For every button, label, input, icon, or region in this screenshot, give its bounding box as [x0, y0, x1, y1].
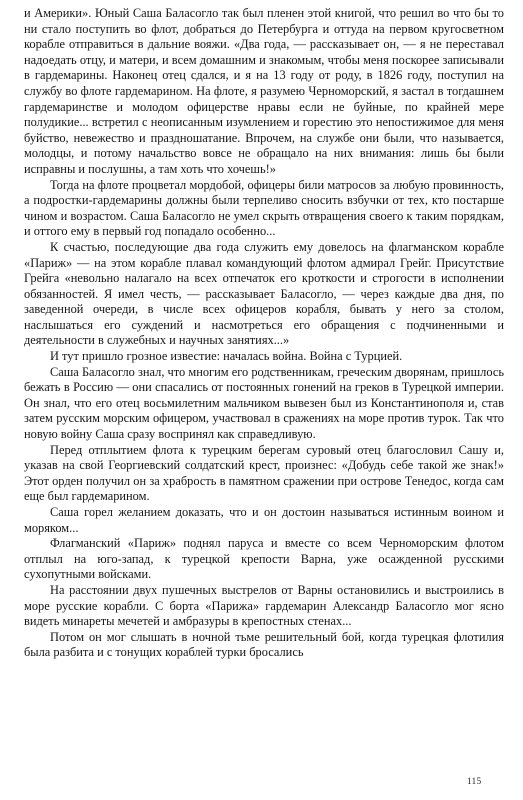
paragraph-1: и Америки». Юный Саша Баласогло так был пленен этой книгой, что решил во что бы то ни стало поступить во флот, добраться до Петербурга и оттуда на первом кругосветном корабле отправиться в дальние вояжи. «Два года, — рассказывает он, — я не переставал надоедать отцу, и матери, и всем домашним и знакомым, чтобы меня поскорее записывали в гардемарины. Наконец отец сдался, и я на 13 году от роду, в 1826 году, поступил на службу во флоте гардемарином. На флоте, я разумею Черноморский, я застал в тогдашнем гардемаринстве и молодом офицерстве нравы если не буйные, по крайней мере полудикие... встретил с неописанным изумлением и горестию это непостижимое для меня буйство, невежество и праздношатание. Впрочем, на службе они были, что называется, молодцы, и потому начальство вовсе не обращало на них внимания: лишь бы были исправны и послушны, а там хоть что хочешь!» — [24, 6, 504, 176]
paragraph-2: Тогда на флоте процветал мордобой, офицеры били матросов за любую провинность, а подростки-гардемарины должны были терпеливо сносить взбучки от тех, кто постарше чином и возрастом. Саша Баласогло не умел скрыть отвращения своего к таким порядкам, и оттого ему в первый год попадало особенно... — [24, 177, 504, 239]
paragraph-6: Перед отплытием флота к турецким берегам суровый отец благословил Сашу и, указав на свой Георгиевский солдатский крест, произнес: «Добудь себе такой же знак!» Этот орден получил он за храбрость в памятном сражении при острове Тенедос, когда сам еще был гардемарином. — [24, 442, 504, 504]
paragraph-5: Саша Баласогло знал, что многим его родственникам, греческим дворянам, пришлось бежать в Россию — они спасались от постоянных гонений на греков в Турецкой империи. Он знал, что его отец восьмилетним мальчиком вывезен был из Константинополя и, став затем русским морским офицером, участвовал в сражениях на море против турок. Так что новую войну Саша сразу воспринял как справедливую. — [24, 364, 504, 442]
page-number: 115 — [467, 776, 482, 786]
paragraph-7: Саша горел желанием доказать, что и он достоин называться истинным воином и моряком... — [24, 505, 504, 535]
paragraph-3: К счастью, последующие два года служить ему довелось на флагманском корабле «Париж» — на этом корабле плавал командующий флотом адмирал Грейг. Присутствие Грейга «невольно налагало на всех отпечаток его кроткости и строгости в исполнении обязанностей. Я имел честь, — рассказывает Баласогло, — через каждые два дня, по заведенной очереди, в числе всех офицеров корабля, бывать у него за столом, наслышаться его суждений и насмотреться его обращения с подчиненными и деятельности в служебных и научных занятиях...» — [24, 239, 504, 348]
paragraph-10: Потом он мог слышать в ночной тьме решительный бой, когда турецкая флотилия была разбита и с тонущих кораблей турки бросались — [24, 629, 504, 660]
paragraph-4: И тут пришло грозное известие: началась война. Война с Турцией. — [50, 349, 403, 364]
paragraph-9: На расстоянии двух пушечных выстрелов от Варны остановились и выстроились в море русские корабли. С борта «Парижа» гардемарин Александр Баласогло мог ясно видеть минареты мечетей и амбразуры в крепостных стенах... — [24, 582, 504, 629]
book-page — [24, 6, 504, 661]
paragraph-8: Флагманский «Париж» поднял паруса и вместе со всем Черноморским флотом отплыл на юго-запад, к турецкой крепости Варна, уже осажденной русскими сухопутными войсками. — [24, 536, 504, 582]
